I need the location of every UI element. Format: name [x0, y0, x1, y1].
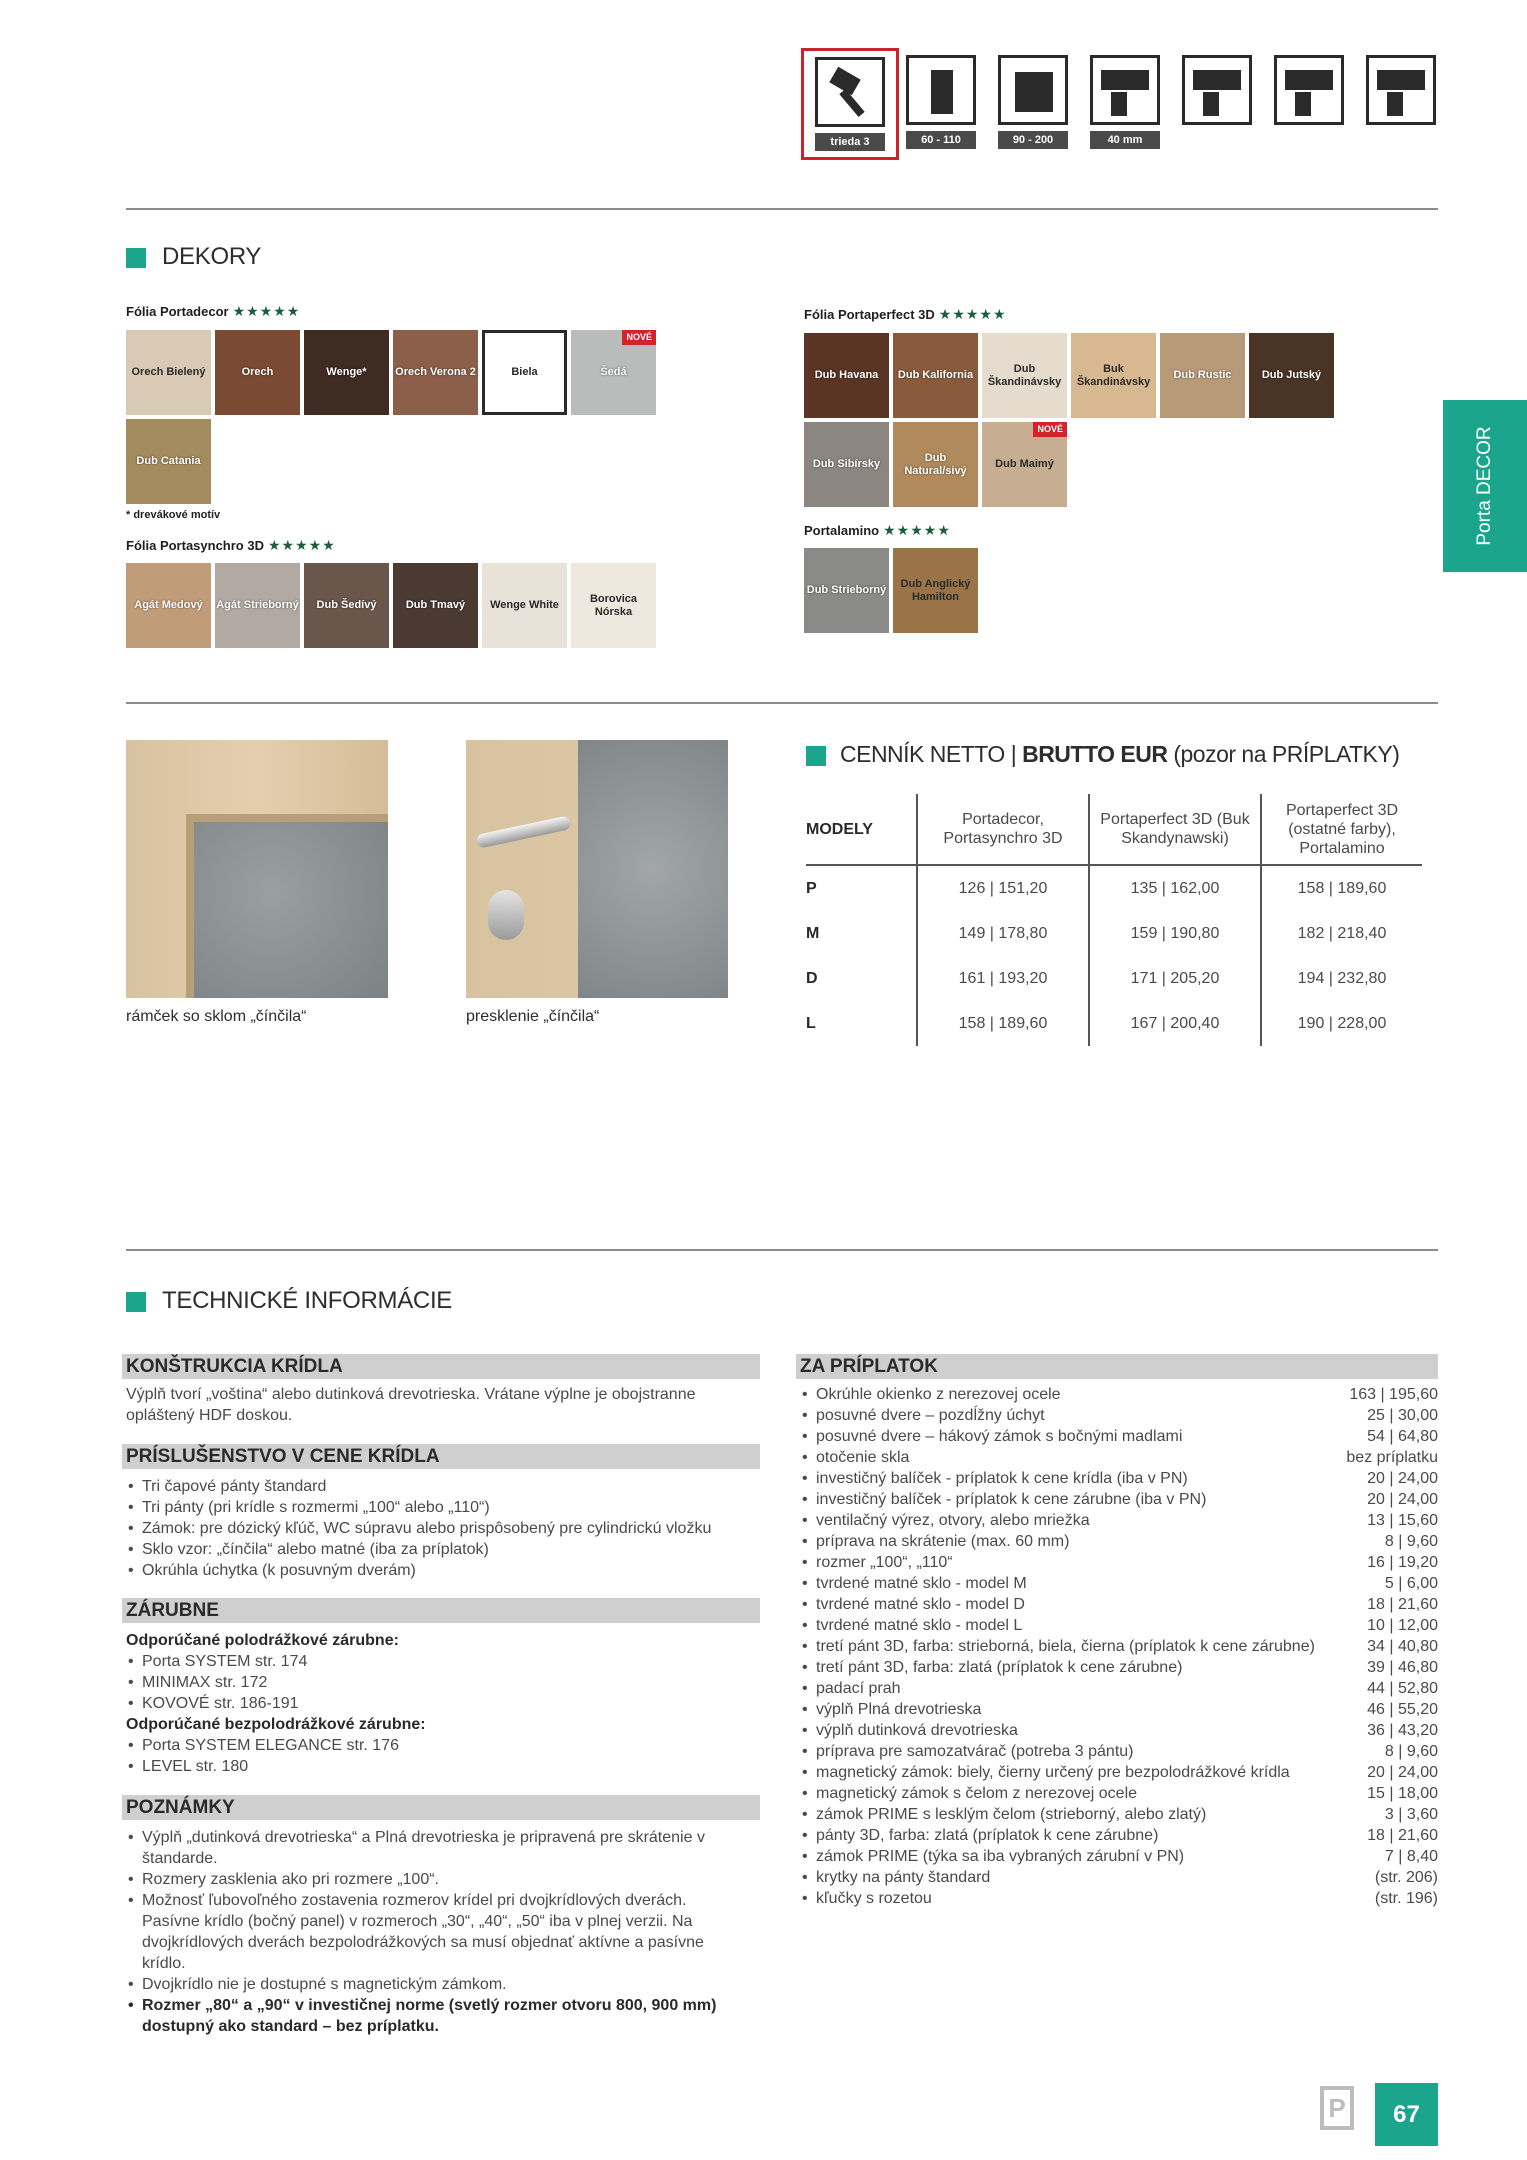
- surcharge-label: • zámok PRIME (týka sa iba vybraných zárubní v PN): [800, 1846, 1184, 1867]
- surcharge-label: • rozmer „100“, „110“: [800, 1552, 953, 1573]
- surcharge-row: [800, 1636, 1438, 1657]
- model-cell: D: [806, 969, 818, 987]
- surcharge-price: 10 | 12,00: [1367, 1617, 1438, 1634]
- frames-subtitle: Odporúčané bezpolodrážkové zárubne:: [126, 1716, 426, 1733]
- price-col-header: Portaperfect 3D (ostatné farby), Portalamino: [1261, 794, 1422, 865]
- surcharge-label: • krytky na pánty štandard: [800, 1867, 990, 1888]
- decor-swatch-label: Orech: [241, 366, 274, 378]
- decor-swatch-label: Agát Medový: [134, 599, 203, 611]
- decor-swatch: [126, 419, 211, 504]
- surcharge-row: [800, 1573, 1438, 1594]
- note-item: • Možnosť ľubovoľného zostavenia rozmerov krídel pri dvojkrídlových dverách. Pasívne krídlo (bočný panel) v rozmeroch „30“, „40“, „50“ iba v plnej verzii. Na dvojkrídlových dverách bezpolodrážkových sa musí objednať aktívne a pasívne krídlo.: [126, 1890, 746, 1974]
- decor-swatch: [982, 333, 1067, 418]
- decor-swatch-label: Dub Jutský: [1261, 369, 1322, 381]
- section-square-icon: [126, 248, 146, 268]
- surcharge-price: 15 | 18,00: [1367, 1785, 1438, 1802]
- chinchila-glass: [194, 822, 388, 998]
- surcharge-row: [800, 1468, 1438, 1489]
- door-wide-icon: [998, 55, 1068, 125]
- decor-swatch: [571, 330, 656, 415]
- surcharge-row: [800, 1783, 1438, 1804]
- decor-swatch: [804, 422, 889, 507]
- decor-swatch-label: Dub Natural/sivý: [904, 451, 967, 477]
- page-number: 67: [1375, 2083, 1438, 2146]
- decor-swatch-label: Dub Sibírsky: [812, 458, 881, 470]
- surcharge-label: • výplň dutinková drevotrieska: [800, 1720, 1018, 1741]
- spec-door-thickness-tile: [1085, 55, 1165, 149]
- decor-swatch: [482, 330, 567, 415]
- decor-swatch: [804, 333, 889, 418]
- divider: [126, 208, 1438, 210]
- surcharge-label: • pánty 3D, farba: zlatá (príplatok k cene zárubne): [800, 1825, 1158, 1846]
- family-label-portasynchro: Fólia Portasynchro 3D ★★★★★: [126, 537, 336, 553]
- price-cell: 158 | 189,60: [917, 1001, 1089, 1046]
- section-title-tech: TECHNICKÉ INFORMÁCIE: [126, 1287, 452, 1315]
- frames-list: [126, 1735, 746, 1777]
- note-item: • Výplň „dutinková drevotrieska“ a Plná drevotrieska je pripravená pre skrátenie v štandarde.: [126, 1827, 746, 1869]
- surcharge-row: [800, 1762, 1438, 1783]
- family-label-portalamino: Portalamino ★★★★★: [804, 522, 951, 538]
- surcharge-label: • posuvné dvere – hákový zámok s bočnými madlami: [800, 1426, 1182, 1447]
- decor-swatch-label: Dub Škandinávsky: [987, 362, 1062, 388]
- door-lock-escutcheon: [488, 890, 524, 940]
- decor-swatch: [482, 563, 567, 648]
- price-col-header: Portadecor, Portasynchro 3D: [917, 794, 1089, 865]
- surcharge-label: • tretí pánt 3D, farba: strieborná, biela, čierna (príplatok k cene zárubne): [800, 1636, 1315, 1657]
- price-cell: 171 | 205,20: [1089, 956, 1261, 1001]
- subsection-bar: ZA PRÍPLATOK: [796, 1354, 1438, 1379]
- surcharge-label: • tvrdené matné sklo - model L: [800, 1615, 1022, 1636]
- spec-door-wide-tile: [993, 55, 1073, 149]
- surcharge-label: • zámok PRIME s lesklým čelom (strieborný, alebo zlatý): [800, 1804, 1206, 1825]
- family-label-portaperfect: Fólia Portaperfect 3D ★★★★★: [804, 306, 1007, 322]
- decor-swatch-label: Wenge*: [326, 366, 367, 378]
- door-frame-photo: [126, 740, 388, 998]
- surcharge-row: [800, 1657, 1438, 1678]
- frame-item: • Porta SYSTEM ELEGANCE str. 176: [126, 1735, 746, 1756]
- decor-swatch-label: Dub Kalifornia: [897, 369, 974, 381]
- decor-swatch-label: Dub Anglický Hamilton: [900, 577, 971, 603]
- price-row: [806, 956, 1422, 1001]
- price-cell: 182 | 218,40: [1261, 911, 1422, 956]
- surcharge-price: (str. 206): [1374, 1869, 1438, 1886]
- surcharge-label: • magnetický zámok: biely, čierny určený pre bezpolodrážkové krídla: [800, 1762, 1290, 1783]
- surcharge-price: 20 | 24,00: [1367, 1491, 1438, 1508]
- spec-hammer-tile: [801, 48, 899, 160]
- price-cell: 135 | 162,00: [1089, 865, 1261, 911]
- surcharge-row: [800, 1846, 1438, 1867]
- decor-swatch-label: Buk Škandinávsky: [1076, 362, 1151, 388]
- surcharge-label: • príprava na skrátenie (max. 60 mm): [800, 1531, 1069, 1552]
- surcharge-price: 39 | 46,80: [1367, 1659, 1438, 1676]
- accessories-list: [126, 1476, 766, 1581]
- surcharge-row: [800, 1447, 1438, 1468]
- surcharge-list: [800, 1384, 1438, 1909]
- price-col-header: MODELY: [806, 794, 917, 865]
- price-cell: 161 | 193,20: [917, 956, 1089, 1001]
- surcharge-label: • posuvné dvere – pozdĺžny úchyt: [800, 1405, 1045, 1426]
- surcharge-price: 3 | 3,60: [1384, 1806, 1438, 1823]
- surcharge-row: [800, 1615, 1438, 1636]
- decor-swatch: [1160, 333, 1245, 418]
- door-right-icon: [1366, 55, 1436, 125]
- surcharge-price: 36 | 43,20: [1367, 1722, 1438, 1739]
- surcharge-row: [800, 1888, 1438, 1909]
- surcharge-price: 13 | 15,60: [1367, 1512, 1438, 1529]
- subsection-bar: PRÍSLUŠENSTVO V CENE KRÍDLA: [122, 1444, 760, 1469]
- surcharge-label: • magnetický zámok s čelom z nerezovej ocele: [800, 1783, 1137, 1804]
- frame-item: • MINIMAX str. 172: [126, 1672, 746, 1693]
- rating-stars: ★★★★★: [883, 522, 951, 538]
- surcharge-label: • výplň Plná drevotrieska: [800, 1699, 981, 1720]
- side-tab: [1443, 400, 1527, 572]
- decor-swatch: [215, 330, 300, 415]
- surcharge-price: 5 | 6,00: [1384, 1575, 1438, 1592]
- surcharge-row: [800, 1804, 1438, 1825]
- price-cell: 194 | 232,80: [1261, 956, 1422, 1001]
- door-thickness-icon: [1090, 55, 1160, 125]
- surcharge-row: [800, 1594, 1438, 1615]
- price-row: [806, 911, 1422, 956]
- spec-door-right-tile: [1361, 55, 1441, 125]
- price-cell: 149 | 178,80: [917, 911, 1089, 956]
- surcharge-label: • investičný balíček - príplatok k cene zárubne (iba v PN): [800, 1489, 1206, 1510]
- note-item-bold: • Rozmer „80“ a „90“ v investičnej norme (svetlý rozmer otvoru 800, 900 mm) dostupný ako standard – bez príplatku.: [126, 1995, 746, 2037]
- surcharge-label: • tretí pánt 3D, farba: zlatá (príplatok k cene zárubne): [800, 1657, 1182, 1678]
- surcharge-label: • kľučky s rozetou: [800, 1888, 932, 1909]
- accessory-item: • Sklo vzor: „čínčila“ alebo matné (iba za príplatok): [126, 1539, 766, 1560]
- decor-swatch: [304, 330, 389, 415]
- surcharge-price: 25 | 30,00: [1367, 1407, 1438, 1424]
- surcharge-price: 8 | 9,60: [1384, 1533, 1438, 1550]
- accessories-list-wrap: [126, 1476, 766, 1581]
- model-cell: P: [806, 879, 817, 897]
- new-badge: NOVÉ: [1033, 422, 1067, 437]
- surcharge-row: [800, 1384, 1438, 1405]
- accessory-item: • Tri čapové pánty štandard: [126, 1476, 766, 1497]
- surcharge-price: 54 | 64,80: [1367, 1428, 1438, 1445]
- decor-swatch: [804, 548, 889, 633]
- decor-swatch-label: Dub Havana: [814, 369, 879, 381]
- surcharge-price: 44 | 52,80: [1367, 1680, 1438, 1697]
- photo-caption: presklenie „čínčila“: [466, 1008, 600, 1025]
- surcharge-label: • otočenie skla: [800, 1447, 909, 1468]
- price-row: [806, 1001, 1422, 1046]
- surcharge-row: [800, 1678, 1438, 1699]
- section-square-icon: [126, 1292, 146, 1312]
- price-cell: 158 | 189,60: [1261, 865, 1422, 911]
- price-col-header: Portaperfect 3D (Buk Skandynawski): [1089, 794, 1261, 865]
- decor-swatch-label: Dub Strieborný: [806, 584, 887, 596]
- surcharge-price: 20 | 24,00: [1367, 1764, 1438, 1781]
- decor-swatch-label: Borovica Nórska: [589, 592, 638, 618]
- section-square-icon: [806, 746, 826, 766]
- model-cell: L: [806, 1014, 816, 1032]
- decor-swatch-label: Biela: [511, 366, 538, 378]
- frames-list: [126, 1651, 746, 1714]
- subsection-bar: ZÁRUBNE: [122, 1598, 760, 1623]
- subsection-bar: POZNÁMKY: [122, 1795, 760, 1820]
- surcharge-price: 18 | 21,60: [1367, 1596, 1438, 1613]
- surcharge-price: 16 | 19,20: [1367, 1554, 1438, 1571]
- surcharge-label: • investičný balíček - príplatok k cene krídla (iba v PN): [800, 1468, 1188, 1489]
- decor-swatch: [982, 422, 1067, 507]
- divider: [126, 702, 1438, 704]
- decor-swatch-label: Agát Strieborný: [216, 599, 299, 611]
- decor-swatch: [393, 563, 478, 648]
- notes-list: [126, 1827, 746, 2037]
- surcharge-row: [800, 1510, 1438, 1531]
- surcharge-row: [800, 1825, 1438, 1846]
- model-cell: M: [806, 924, 820, 942]
- surcharge-label: • ventilačný výrez, otvory, alebo mriežka: [800, 1510, 1090, 1531]
- surcharge-price: 8 | 9,60: [1384, 1743, 1438, 1760]
- frames-subtitle: Odporúčané polodrážkové zárubne:: [126, 1632, 399, 1649]
- decor-swatch-label: Dub Rustic: [1173, 369, 1232, 381]
- frame-item: • Porta SYSTEM str. 174: [126, 1651, 746, 1672]
- decor-swatch-label: Dub Tmavý: [405, 599, 466, 611]
- door-left-icon: [1274, 55, 1344, 125]
- surcharge-row: [800, 1426, 1438, 1447]
- decor-swatch-label: Orech Verona 2: [395, 366, 476, 378]
- rating-stars: ★★★★★: [267, 537, 336, 553]
- spec-door-narrow-tile: [901, 55, 981, 149]
- spec-label: 40 mm: [1090, 131, 1160, 149]
- photo-caption: rámček so sklom „čínčila“: [126, 1008, 307, 1025]
- door-handle: [476, 815, 572, 848]
- decor-swatch-label: Dub Catania: [136, 455, 201, 467]
- surcharge-price: 34 | 40,80: [1367, 1638, 1438, 1655]
- divider: [126, 1249, 1438, 1251]
- surcharge-row: [800, 1720, 1438, 1741]
- construction-text: Výplň tvorí „voština“ alebo dutinková drevotrieska. Vrátane výplne je obojstranne opláštený HDF doskou.: [126, 1386, 696, 1424]
- price-cell: 126 | 151,20: [917, 865, 1089, 911]
- price-title: CENNÍK NETTO | BRUTTO EUR (pozor na PRÍPLATKY): [806, 741, 1399, 768]
- frame-item: • KOVOVÉ str. 186-191: [126, 1693, 746, 1714]
- subsection-bar: KONŠTRUKCIA KRÍDLA: [122, 1354, 760, 1379]
- surcharge-row: [800, 1699, 1438, 1720]
- family-note: * drevákové motív: [126, 509, 221, 521]
- chinchila-glass: [578, 740, 728, 998]
- door-frame-icon: [1182, 55, 1252, 125]
- surcharge-label: • Okrúhle okienko z nerezovej ocele: [800, 1384, 1061, 1405]
- brand-logo: P: [1320, 2086, 1354, 2130]
- spec-label: 60 - 110: [906, 131, 976, 149]
- note-item: • Rozmery zasklenia ako pri rozmere „100“.: [126, 1869, 746, 1890]
- spec-label: trieda 3: [815, 133, 885, 151]
- decor-swatch: [304, 563, 389, 648]
- decor-swatch: [571, 563, 656, 648]
- decor-swatch-label: Dub Šedívý: [316, 599, 377, 611]
- price-cell: 190 | 228,00: [1261, 1001, 1422, 1046]
- surcharge-label: • tvrdené matné sklo - model M: [800, 1573, 1027, 1594]
- surcharge-row: [800, 1552, 1438, 1573]
- surcharge-label: • padací prah: [800, 1678, 901, 1699]
- surcharge-price: 20 | 24,00: [1367, 1470, 1438, 1487]
- surcharge-row: [800, 1531, 1438, 1552]
- hammer-icon: [815, 57, 885, 127]
- surcharge-label: • tvrdené matné sklo - model D: [800, 1594, 1025, 1615]
- rating-stars: ★★★★★: [232, 303, 301, 319]
- decor-swatch-label: Orech Bielený: [131, 366, 206, 378]
- decor-swatch: [393, 330, 478, 415]
- notes-block: [126, 1827, 746, 2037]
- surcharge-price: 163 | 195,60: [1349, 1386, 1438, 1403]
- side-tab-label: Porta DECOR: [1474, 426, 1495, 546]
- frames-block: [126, 1630, 746, 1777]
- price-cell: 159 | 190,80: [1089, 911, 1261, 956]
- decor-swatch: [126, 563, 211, 648]
- surcharge-row: [800, 1741, 1438, 1762]
- price-row: [806, 865, 1422, 911]
- spec-label: 90 - 200: [998, 131, 1068, 149]
- decor-swatch: [893, 333, 978, 418]
- decor-swatch: [1249, 333, 1334, 418]
- accessory-item: • Okrúhla úchytka (k posuvným dverám): [126, 1560, 766, 1581]
- price-table: [806, 794, 1422, 1046]
- price-table-header: [806, 794, 1422, 865]
- accessory-item: • Zámok: pre dózický kľúč, WC súpravu alebo prispôsobený pre cylindrickú vložku: [126, 1518, 766, 1539]
- surcharge-price: 46 | 55,20: [1367, 1701, 1438, 1718]
- decor-swatch: [893, 422, 978, 507]
- decor-swatch: [126, 330, 211, 415]
- door-narrow-icon: [906, 55, 976, 125]
- decor-swatch: [215, 563, 300, 648]
- decor-swatch-label: Wenge White: [490, 599, 559, 611]
- accessory-item: • Tri pánty (pri krídle s rozmermi „100“ alebo „110“): [126, 1497, 766, 1518]
- frame-item: • LEVEL str. 180: [126, 1756, 746, 1777]
- decor-swatch-label: Dub Maimý: [995, 458, 1054, 470]
- surcharge-price: (str. 196): [1374, 1890, 1438, 1907]
- surcharge-label: • príprava pre samozatvárač (potreba 3 pántu): [800, 1741, 1134, 1762]
- surcharge-price: 7 | 8,40: [1384, 1848, 1438, 1865]
- family-label-portadecor: Fólia Portadecor ★★★★★: [126, 303, 301, 319]
- surcharge-price: bez príplatku: [1346, 1449, 1438, 1466]
- decor-swatch: [1071, 333, 1156, 418]
- door-glazing-photo: [466, 740, 728, 998]
- decor-swatch-label: Šedá: [600, 366, 627, 378]
- spec-door-left-tile: [1269, 55, 1349, 125]
- section-title-dekory: DEKORY: [126, 243, 261, 271]
- surcharge-price: 18 | 21,60: [1367, 1827, 1438, 1844]
- decor-swatch: [893, 548, 978, 633]
- price-cell: 167 | 200,40: [1089, 1001, 1261, 1046]
- surcharge-row: [800, 1489, 1438, 1510]
- rating-stars: ★★★★★: [938, 306, 1007, 322]
- new-badge: NOVÉ: [622, 330, 656, 345]
- surcharge-row: [800, 1405, 1438, 1426]
- note-item: • Dvojkrídlo nie je dostupné s magnetickým zámkom.: [126, 1974, 746, 1995]
- surcharge-row: [800, 1867, 1438, 1888]
- spec-door-frame-tile: [1177, 55, 1257, 125]
